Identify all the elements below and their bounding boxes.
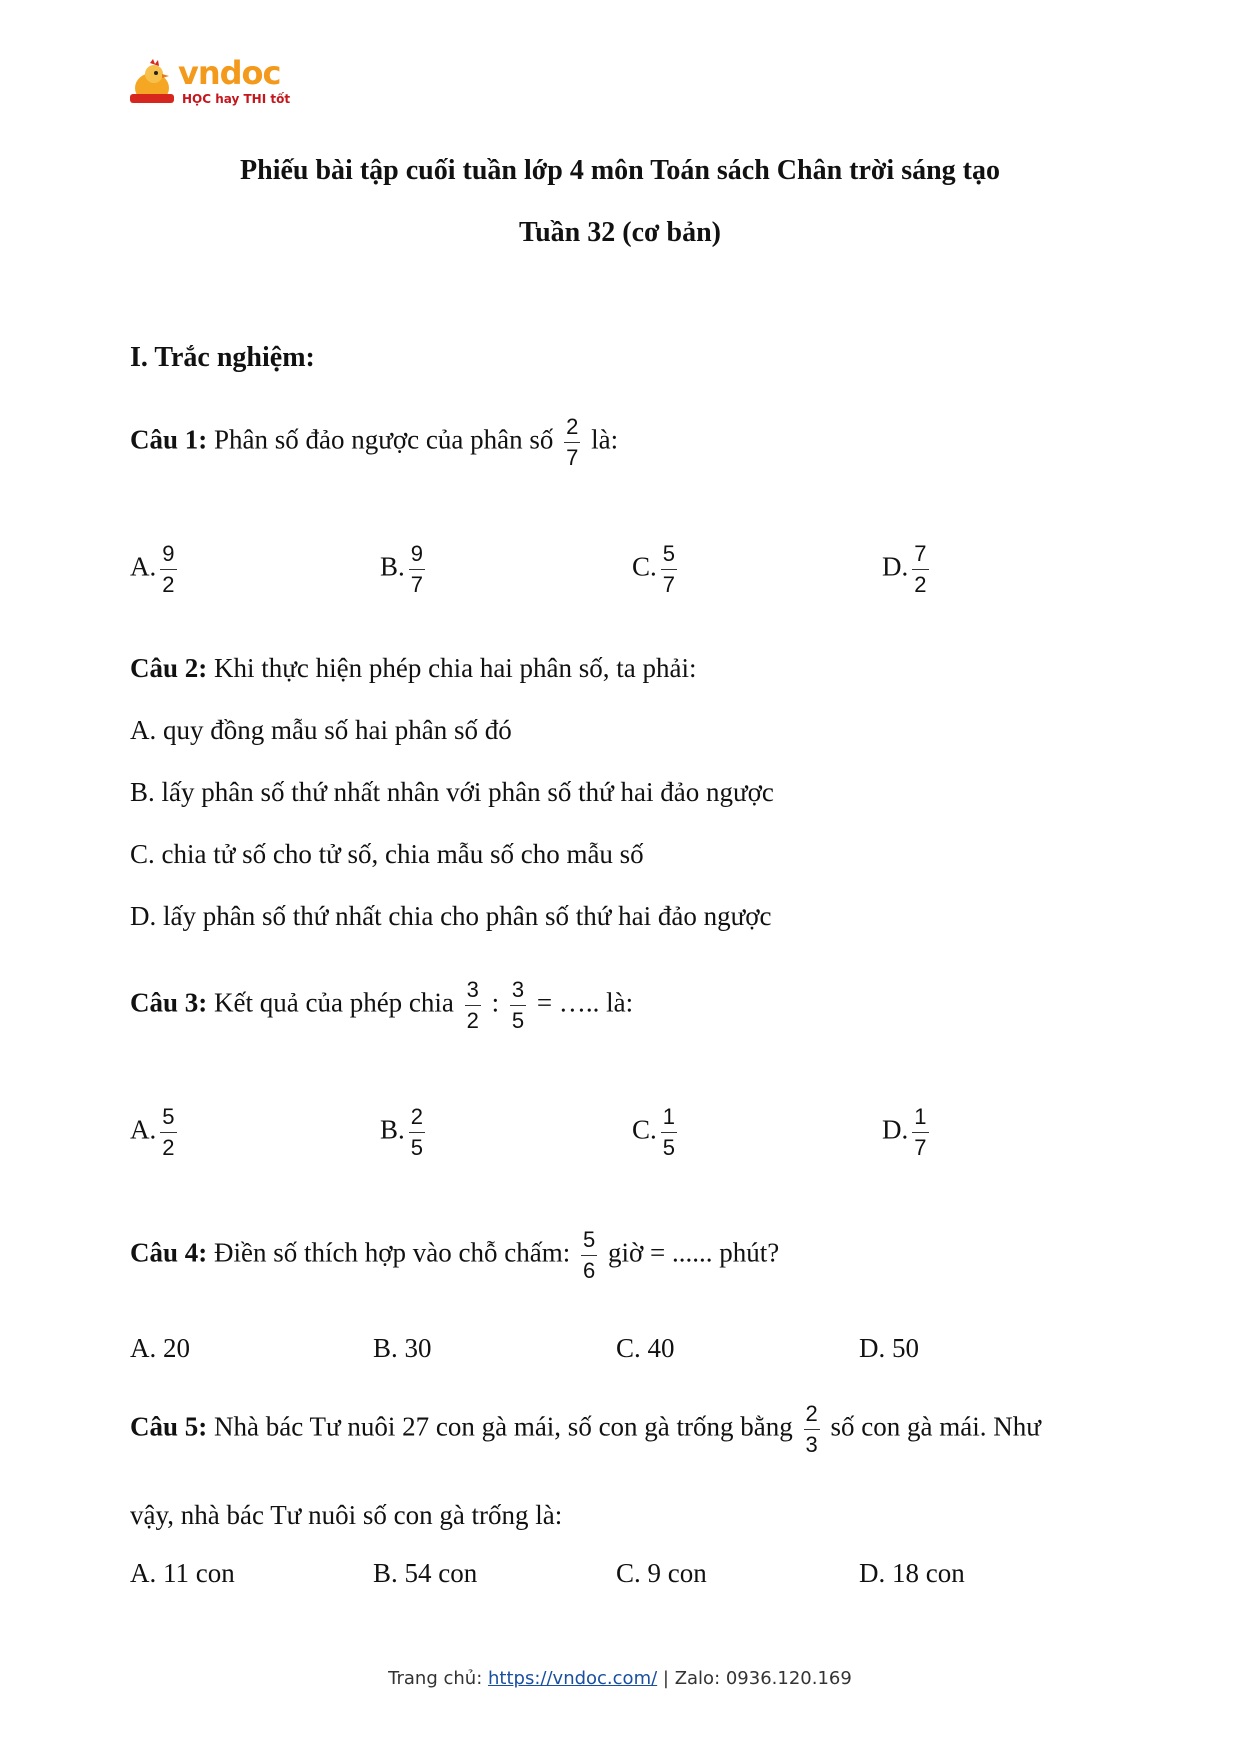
page-subtitle: Tuần 32 (cơ bản): [519, 217, 721, 248]
question-text: Nhà bác Tư nuôi 27 con gà mái, số con gà trống bằng: [214, 1411, 793, 1442]
q4-option-a[interactable]: A. 20: [130, 1333, 190, 1363]
question-text-after: là:: [591, 424, 619, 455]
logo-brand: vndoc: [178, 54, 281, 92]
homepage-link[interactable]: https://vndoc.com/: [488, 1668, 658, 1689]
footer-prefix: Trang chủ:: [388, 1668, 483, 1689]
q5-option-a[interactable]: A. 11 con: [130, 1558, 235, 1588]
logo-slogan: HỌC hay THI tốt: [182, 92, 291, 106]
question-text-after: số con gà mái. Như: [830, 1411, 1041, 1442]
question-label: Câu 5:: [130, 1411, 208, 1442]
fraction: $\frac{3}{5}$: [511, 977, 525, 1033]
footer: [0, 1668, 1240, 1689]
question-text: Phân số đảo ngược của phân số: [214, 424, 554, 455]
fraction: $\frac{2}{3}$: [805, 1401, 818, 1457]
q1-option-d[interactable]: D. $\frac{7}{2}$: [882, 541, 927, 597]
fraction: $\frac{1}{7}$: [914, 1104, 927, 1160]
fraction: $\frac{5}{2}$: [162, 1104, 175, 1160]
q2-option-a[interactable]: A. quy đồng mẫu số hai phân số đó: [130, 715, 512, 745]
q3-option-b[interactable]: B. $\frac{2}{5}$: [380, 1104, 424, 1160]
q1-option-c[interactable]: C. $\frac{5}{7}$: [632, 541, 676, 597]
rooster-mascot-icon: [128, 58, 176, 108]
question-1: [130, 416, 618, 469]
operator: :: [491, 987, 500, 1018]
section-heading: I. Trắc nghiệm:: [130, 342, 315, 373]
q1-option-a[interactable]: A. $\frac{9}{2}$: [130, 541, 175, 597]
fraction: $\frac{5}{7}$: [662, 541, 676, 597]
vndoc-logo[interactable]: [128, 54, 293, 110]
fraction: $\frac{2}{7}$: [566, 414, 579, 470]
q5-option-b[interactable]: B. 54 con: [373, 1558, 478, 1588]
question-label: Câu 2:: [130, 653, 208, 683]
q3-option-d[interactable]: D. $\frac{1}{7}$: [882, 1104, 927, 1160]
question-5-line-2: vậy, nhà bác Tư nuôi số con gà trống là:: [130, 1500, 563, 1530]
question-label: Câu 4:: [130, 1237, 208, 1268]
fraction: $\frac{9}{2}$: [162, 541, 175, 597]
question-2: [130, 653, 697, 684]
q3-option-c[interactable]: C. $\frac{1}{5}$: [632, 1104, 676, 1160]
fraction: $\frac{2}{5}$: [410, 1104, 424, 1160]
q5-option-d[interactable]: D. 18 con: [859, 1558, 965, 1588]
q1-option-b[interactable]: B. $\frac{9}{7}$: [380, 541, 424, 597]
fraction: $\frac{9}{7}$: [410, 541, 424, 597]
footer-contact: | Zalo: 0936.120.169: [662, 1668, 852, 1689]
question-3: [130, 979, 633, 1032]
question-text: Kết quả của phép chia: [214, 987, 454, 1018]
fraction: $\frac{1}{5}$: [662, 1104, 676, 1160]
q2-option-c[interactable]: C. chia tử số cho tử số, chia mẫu số cho mẫu số: [130, 839, 644, 869]
question-text-after: = ….. là:: [536, 987, 634, 1018]
q2-option-d[interactable]: D. lấy phân số thứ nhất chia cho phân số thứ hai đảo ngược: [130, 901, 772, 931]
fraction: $\frac{7}{2}$: [914, 541, 927, 597]
q5-option-c[interactable]: C. 9 con: [616, 1558, 707, 1588]
question-text-after: giờ = ...... phút?: [607, 1237, 780, 1268]
q4-option-c[interactable]: C. 40: [616, 1333, 675, 1363]
question-label: Câu 3:: [130, 987, 208, 1018]
fraction: $\frac{3}{2}$: [466, 977, 479, 1033]
q2-option-b[interactable]: B. lấy phân số thứ nhất nhân với phân số thứ hai đảo ngược: [130, 777, 774, 807]
question-text: Khi thực hiện phép chia hai phân số, ta phải:: [214, 653, 697, 683]
fraction: $\frac{5}{6}$: [582, 1227, 596, 1283]
q4-option-b[interactable]: B. 30: [373, 1333, 432, 1363]
question-text: Điền số thích hợp vào chỗ chấm:: [214, 1237, 571, 1268]
question-4: [130, 1229, 779, 1282]
q3-option-a[interactable]: A. $\frac{5}{2}$: [130, 1104, 175, 1160]
q4-option-d[interactable]: D. 50: [859, 1333, 919, 1363]
question-5: [130, 1403, 1041, 1456]
question-label: Câu 1:: [130, 424, 208, 455]
page-title: Phiếu bài tập cuối tuần lớp 4 môn Toán sách Chân trời sáng tạo: [240, 155, 1000, 186]
